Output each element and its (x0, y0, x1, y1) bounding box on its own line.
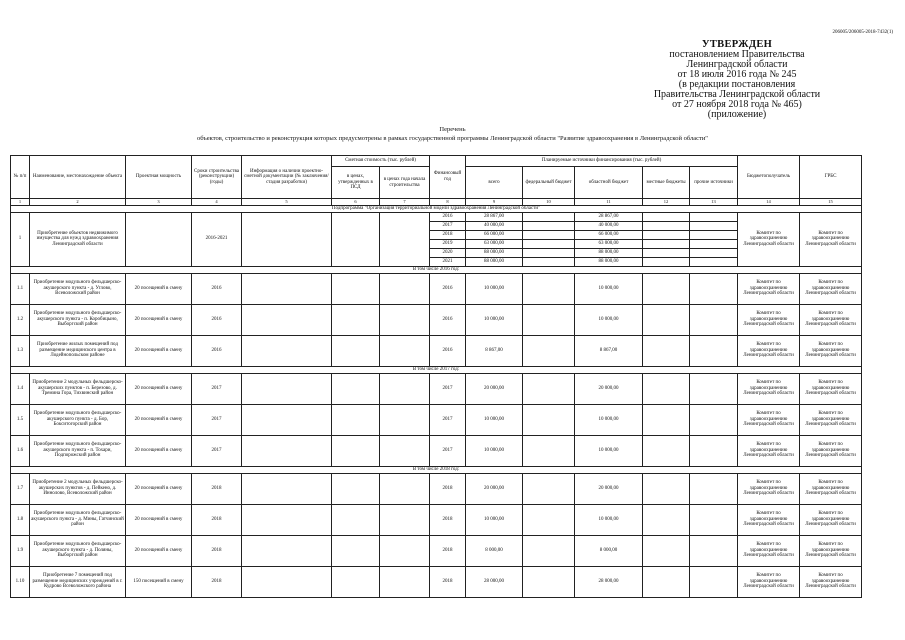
year-cell: 2021 (442, 258, 453, 264)
row-terms: 2017 (192, 435, 242, 466)
row-regional: 8 000,00 (575, 535, 643, 566)
row-design-info (242, 535, 332, 566)
table-row (11, 273, 862, 304)
row-design-info (242, 335, 332, 366)
row-regional: 10 000,00 (575, 435, 643, 466)
row-design-info (242, 373, 332, 404)
row-num: 1.6 (11, 435, 30, 466)
row-total: 8 000,00 (466, 535, 523, 566)
column-number: 9 (466, 199, 523, 206)
row-design-info (242, 212, 332, 266)
document-title (0, 125, 905, 143)
row-design-info (242, 404, 332, 435)
column-number: 5 (242, 199, 332, 206)
row-year: 2017 (430, 373, 466, 404)
regional-cell: 40 000,00 (575, 222, 642, 231)
row-federal (523, 504, 575, 535)
row-other (690, 566, 738, 597)
table-row (11, 404, 862, 435)
row-total: 10 000,00 (466, 404, 523, 435)
row-cost-start (380, 404, 430, 435)
row-recipient: Комитет по здравоохранению Ленинградской области (738, 566, 800, 597)
row-local (643, 335, 690, 366)
row-regional: 10 000,00 (575, 404, 643, 435)
regional-cell: 63 000,00 (575, 240, 642, 249)
row-name: Приобретение модульного фельдшерско-акушерского пункта - п. Тохари, Подпорожский район (30, 435, 126, 466)
row-regional: 10 000,00 (575, 304, 643, 335)
row-num: 1.2 (11, 304, 30, 335)
total-cell: 88 000,00 (466, 249, 522, 258)
total-cell: 88 000,00 (484, 258, 505, 264)
row-local (643, 504, 690, 535)
regional-cell: 66 000,00 (575, 231, 642, 240)
header-local: местные бюджеты (643, 167, 690, 199)
header-terms: Сроки строительства (реконструкции) (годы) (192, 156, 242, 199)
row-total: 20 000,00 (466, 473, 523, 504)
row-cost-current (332, 335, 380, 366)
row-total-list (466, 212, 523, 266)
row-local (643, 535, 690, 566)
row-local (643, 273, 690, 304)
row-total: 10 000,00 (466, 504, 523, 535)
row-design-info (242, 273, 332, 304)
row-other (690, 535, 738, 566)
column-number: 6 (332, 199, 380, 206)
row-terms: 2018 (192, 535, 242, 566)
subprogram-row: Подпрограмма "Организация территориальной модели здравоохранения Ленинградской области" (11, 205, 862, 212)
row-year: 2018 (430, 535, 466, 566)
column-number: 14 (738, 199, 800, 206)
row-name: Приобретение модульного фельдшерско-акушерского пункта - д. Мины, Гатчинский район (30, 504, 126, 535)
header-recipient: Бюджетополучатель (738, 156, 800, 199)
row-total: 10 000,00 (466, 273, 523, 304)
header-capacity: Проектная мощность (126, 156, 192, 199)
row-total: 10 000,00 (466, 304, 523, 335)
row-federal (523, 335, 575, 366)
total-cell: 66 000,00 (466, 231, 522, 240)
regional-cell: 28 867,00 (575, 213, 642, 222)
row-cost-start (380, 212, 430, 266)
approval-line: (в редакции постановления (678, 79, 796, 90)
row-num: 1.1 (11, 273, 30, 304)
group-row-2016: В том числе 2016 год: (11, 266, 862, 273)
row-name: Приобретение модульного фельдшерско-акушерского пункта - д. Углово, Всеволожский район (30, 273, 126, 304)
row-name: Приобретение модульного фельдшерско-акушерского пункта - п. Коробицыно, Выборгский район (30, 304, 126, 335)
group-row-2018: В том числе 2018 год: (11, 466, 862, 473)
row-cost-start (380, 273, 430, 304)
row-name: Приобретение 2 модульных фельдшерско-акушерских пунктов - д. Пейкено, д. Иннолово, Всеволожский район (30, 473, 126, 504)
regional-cell: 88 000,00 (575, 249, 642, 258)
row-grbs: Комитет по здравоохранению Ленинградской области (800, 435, 862, 466)
row-terms: 2016 (192, 335, 242, 366)
table-row (11, 566, 862, 597)
row-year: 2018 (430, 566, 466, 597)
row-grbs: Комитет по здравоохранению Ленинградской области (800, 304, 862, 335)
table-row (11, 304, 862, 335)
row-num: 1 (11, 212, 30, 266)
row-recipient: Комитет по здравоохранению Ленинградской области (738, 212, 800, 266)
row-cost-start (380, 373, 430, 404)
column-number: 15 (800, 199, 862, 206)
row-regional: 28 000,00 (575, 566, 643, 597)
column-number: 13 (690, 199, 738, 206)
total-cell: 40 000,00 (466, 222, 522, 231)
header-cost-current: в ценах, утвержденных в ПСД (332, 167, 380, 199)
column-number: 10 (523, 199, 575, 206)
approval-line: (приложение) (707, 109, 767, 120)
row-cost-start (380, 535, 430, 566)
header-other: прочие источники (690, 167, 738, 199)
row-name: Приобретение модульного фельдшерско-акушерского пункта - д. Бор, Бокситогорский район (30, 404, 126, 435)
row-other (690, 273, 738, 304)
table-row (11, 335, 862, 366)
row-capacity: 150 посещений в смену (126, 566, 192, 597)
row-design-info (242, 304, 332, 335)
row-other (690, 404, 738, 435)
row-num: 1.8 (11, 504, 30, 535)
row-recipient: Комитет по здравоохранению Ленинградской области (738, 504, 800, 535)
row-total: 8 867,00 (466, 335, 523, 366)
row-year: 2016 (430, 304, 466, 335)
row-local (643, 473, 690, 504)
title-line: Перечень (439, 126, 466, 133)
row-local (643, 435, 690, 466)
row-num: 1.7 (11, 473, 30, 504)
row-grbs: Комитет по здравоохранению Ленинградской области (800, 535, 862, 566)
row-capacity: 20 посещений в смену (126, 504, 192, 535)
header-total: всего (466, 167, 523, 199)
row-grbs: Комитет по здравоохранению Ленинградской области (800, 212, 862, 266)
row-capacity: 20 посещений в смену (126, 473, 192, 504)
row-regional: 20 000,00 (575, 473, 643, 504)
row-other (690, 373, 738, 404)
row-local (643, 373, 690, 404)
row-capacity: 20 посещений в смену (126, 304, 192, 335)
row-local (643, 304, 690, 335)
row-cost-current (332, 404, 380, 435)
row-federal (523, 535, 575, 566)
row-grbs: Комитет по здравоохранению Ленинградской области (800, 335, 862, 366)
row-capacity (126, 212, 192, 266)
row-terms: 2016 (192, 273, 242, 304)
row-other (690, 304, 738, 335)
row-grbs: Комитет по здравоохранению Ленинградской области (800, 473, 862, 504)
row-total: 28 000,00 (466, 566, 523, 597)
group-row-2017: В том числе 2017 год: (11, 366, 862, 373)
row-grbs: Комитет по здравоохранению Ленинградской области (800, 404, 862, 435)
row-total: 10 000,00 (466, 435, 523, 466)
year-cell: 2017 (430, 222, 465, 231)
row-year: 2017 (430, 435, 466, 466)
row-recipient: Комитет по здравоохранению Ленинградской области (738, 435, 800, 466)
row-cost-start (380, 504, 430, 535)
header-estimated-cost: Сметная стоимость (тыс. рублей) (332, 156, 430, 167)
row-design-info (242, 504, 332, 535)
row-capacity: 20 посещений в смену (126, 535, 192, 566)
row-num: 1.5 (11, 404, 30, 435)
row-design-info (242, 566, 332, 597)
document-code: 206005/206005-2018-7432(1) (832, 30, 893, 35)
approval-line: от 27 ноября 2018 года № 465) (672, 99, 802, 110)
row-year: 2016 (430, 273, 466, 304)
approval-line: постановлением Правительства (669, 49, 805, 60)
row-grbs: Комитет по здравоохранению Ленинградской области (800, 373, 862, 404)
column-number: 4 (192, 199, 242, 206)
row-terms: 2018 (192, 504, 242, 535)
row-name: Приобретение объектов недвижимого имущества для нужд здравоохранения Ленинградской области (30, 212, 126, 266)
row-cost-current (332, 304, 380, 335)
row-capacity: 20 посещений в смену (126, 435, 192, 466)
approval-line: Правительства Ленинградской области (653, 89, 821, 100)
row-regional: 20 000,00 (575, 373, 643, 404)
header-name: Наименование, местонахождение объекта (30, 156, 126, 199)
row-year: 2018 (430, 473, 466, 504)
row-cost-start (380, 304, 430, 335)
approval-heading: УТВЕРЖДЕН (701, 39, 773, 50)
row-regional: 8 867,00 (575, 335, 643, 366)
row-federal (523, 473, 575, 504)
row-federal (523, 566, 575, 597)
year-cell: 2018 (430, 231, 465, 240)
approval-block (647, 40, 827, 120)
row-year: 2018 (430, 504, 466, 535)
row-name: Приобретение жилых помещений под размещение медицинского центра в Лодейнопольском районе (30, 335, 126, 366)
title-line: объектов, строительство и реконструкция которых предусмотрены в рамках государственной программы Ленинградской области "Развитие здравоохранения в Ленинградской области" (197, 135, 708, 142)
row-terms: 2016 (192, 304, 242, 335)
header-num: № п/п (11, 156, 30, 199)
row-terms: 2017 (192, 373, 242, 404)
row-recipient: Комитет по здравоохранению Ленинградской области (738, 335, 800, 366)
column-number: 11 (575, 199, 643, 206)
row-other (690, 335, 738, 366)
row-cost-start (380, 335, 430, 366)
row-capacity: 20 посещений в смену (126, 373, 192, 404)
row-regional: 10 000,00 (575, 504, 643, 535)
row-num: 1.9 (11, 535, 30, 566)
regional-cell: 88 000,00 (598, 258, 619, 264)
row-cost-current (332, 212, 380, 266)
row-terms: 2018 (192, 566, 242, 597)
row-capacity: 20 посещений в смену (126, 404, 192, 435)
header-federal: федеральный бюджет (523, 167, 575, 199)
row-local (643, 566, 690, 597)
row-year: 2016 (430, 335, 466, 366)
row-other (690, 435, 738, 466)
row-federal (523, 404, 575, 435)
total-cell: 28 867,00 (466, 213, 522, 222)
column-number: 2 (30, 199, 126, 206)
row-cost-current (332, 535, 380, 566)
row-terms: 2017 (192, 404, 242, 435)
row-other (690, 504, 738, 535)
row-year: 2017 (430, 404, 466, 435)
row-design-info (242, 435, 332, 466)
row-federal (523, 435, 575, 466)
row-cost-start (380, 473, 430, 504)
year-cell: 2016 (430, 213, 465, 222)
objects-table (10, 155, 862, 598)
year-cell: 2019 (430, 240, 465, 249)
row-local (643, 404, 690, 435)
table-row (11, 535, 862, 566)
row-num: 1.4 (11, 373, 30, 404)
table-row (11, 473, 862, 504)
row-capacity: 20 посещений в смену (126, 335, 192, 366)
row-federal-list (523, 212, 575, 266)
row-year-list (430, 212, 466, 266)
column-number: 3 (126, 199, 192, 206)
row-recipient: Комитет по здравоохранению Ленинградской области (738, 404, 800, 435)
table-row (11, 504, 862, 535)
row-cost-current (332, 566, 380, 597)
row-other (690, 473, 738, 504)
header-grbs: ГРБС (800, 156, 862, 199)
row-cost-current (332, 504, 380, 535)
row-grbs: Комитет по здравоохранению Ленинградской области (800, 273, 862, 304)
year-cell: 2020 (430, 249, 465, 258)
column-number: 8 (430, 199, 466, 206)
row-regional-list (575, 212, 643, 266)
column-number: 12 (643, 199, 690, 206)
row-num: 1.10 (11, 566, 30, 597)
row-cost-current (332, 473, 380, 504)
row-grbs: Комитет по здравоохранению Ленинградской области (800, 566, 862, 597)
row-name: Приобретение 7 помещений под размещение медицинских учреждений в г. Кудрово Всеволожского района (30, 566, 126, 597)
table-row (11, 373, 862, 404)
row-capacity: 20 посещений в смену (126, 273, 192, 304)
row-grbs: Комитет по здравоохранению Ленинградской области (800, 504, 862, 535)
row-recipient: Комитет по здравоохранению Ленинградской области (738, 473, 800, 504)
row-cost-current (332, 373, 380, 404)
row-cost-start (380, 435, 430, 466)
row-federal (523, 373, 575, 404)
row-cost-current (332, 435, 380, 466)
row-terms: 2018 (192, 473, 242, 504)
row-federal (523, 304, 575, 335)
main-item-row (11, 212, 862, 266)
row-local-list (643, 212, 690, 266)
approval-line: от 18 июля 2016 года № 245 (677, 69, 797, 80)
row-num: 1.3 (11, 335, 30, 366)
row-recipient: Комитет по здравоохранению Ленинградской области (738, 373, 800, 404)
row-regional: 10 000,00 (575, 273, 643, 304)
row-cost-start (380, 566, 430, 597)
row-recipient: Комитет по здравоохранению Ленинградской области (738, 535, 800, 566)
row-cost-current (332, 273, 380, 304)
column-number: 7 (380, 199, 430, 206)
row-recipient: Комитет по здравоохранению Ленинградской области (738, 304, 800, 335)
header-planned-sources: Планируемые источники финансирования (тыс. рублей) (466, 156, 738, 167)
row-terms: 2016-2021 (192, 212, 242, 266)
table-row (11, 435, 862, 466)
row-name: Приобретение 2 модульных фельдшерско-акушерских пунктов - п. Березово, д. Тремина Гора, Тихвинский район (30, 373, 126, 404)
header-cost-start: в ценах года начала строительства (380, 167, 430, 199)
approval-line: Ленинградской области (686, 59, 788, 70)
row-total: 20 000,00 (466, 373, 523, 404)
row-federal (523, 273, 575, 304)
header-design-info: Информация о наличии проектно-сметной документации (№ заключения/стадия разработки) (242, 156, 332, 199)
header-regional: областной бюджет (575, 167, 643, 199)
row-design-info (242, 473, 332, 504)
total-cell: 63 000,00 (466, 240, 522, 249)
row-name: Приобретение модульного фельдшерско-акушерского пункта - д. Поляны, Выборгский район (30, 535, 126, 566)
column-number: 1 (11, 199, 30, 206)
header-fin-year: Финансовый год (430, 156, 466, 199)
row-recipient: Комитет по здравоохранению Ленинградской области (738, 273, 800, 304)
row-other-list (690, 212, 738, 266)
